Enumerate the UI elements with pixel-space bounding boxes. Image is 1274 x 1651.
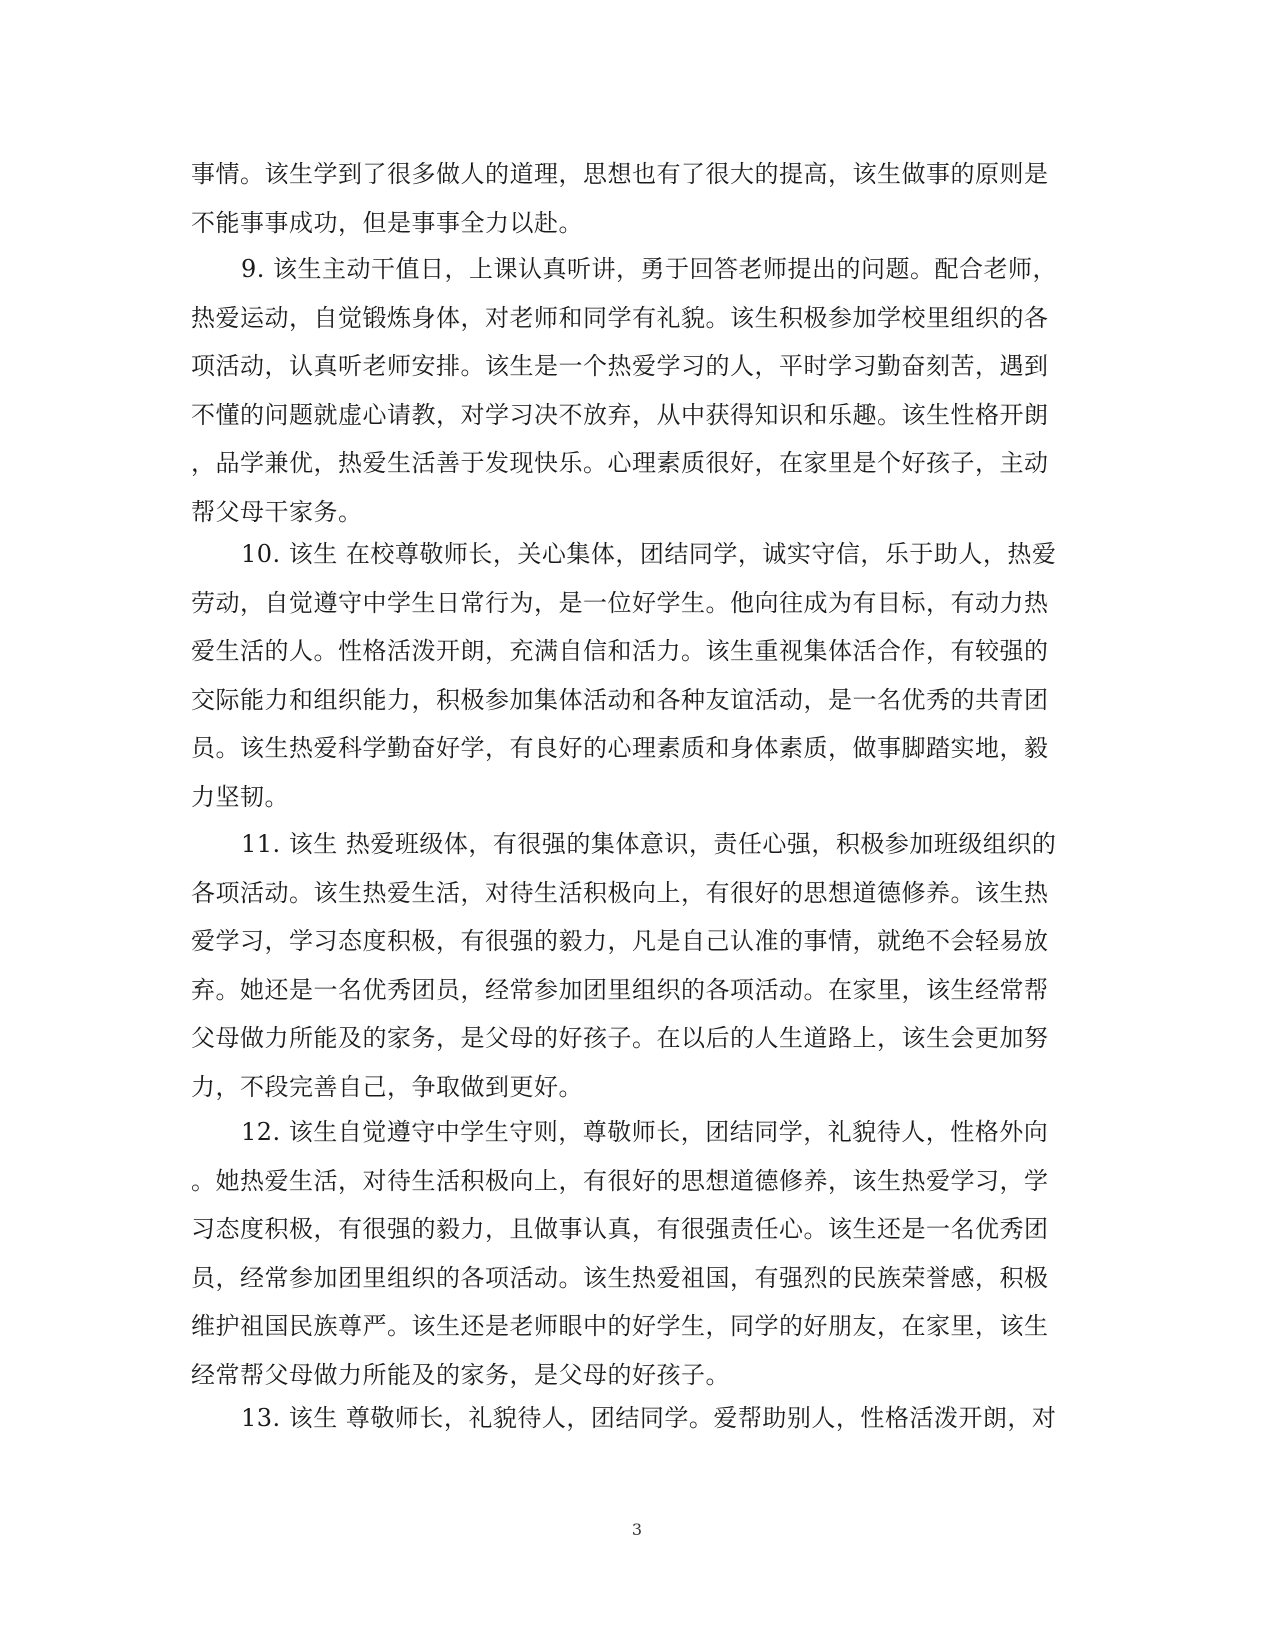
text-line: 父母做力所能及的家务，是父母的好孩子。在以后的人生道路上，该生会更加努	[191, 1024, 1049, 1053]
paragraph-9	[191, 245, 1083, 537]
paragraph-11	[191, 820, 1083, 1112]
text-line: 9. 该生主动干值日，上课认真听讲，勇于回答老师提出的问题。配合老师，	[241, 255, 1058, 283]
text-line: 不懂的问题就虚心请教，对学习决不放弃，从中获得知识和乐趣。该生性格开朗	[191, 400, 1049, 429]
text-line: 事情。该生学到了很多做人的道理，思想也有了很大的提高，该生做事的原则是	[191, 160, 1049, 188]
paragraph-13	[191, 1394, 1083, 1443]
page-number: 3	[631, 1520, 643, 1539]
text-line: 12. 该生自觉遵守中学生守则，尊敬师长，团结同学，礼貌待人，性格外向	[241, 1118, 1049, 1146]
text-line: 。她热爱生活，对待生活积极向上，有很好的思想道德修养，该生热爱学习，学	[191, 1166, 1049, 1195]
text-line: 力，不段完善自己，争取做到更好。	[191, 1072, 583, 1101]
paragraph-12	[191, 1108, 1083, 1400]
text-line: 10. 该生 在校尊敬师长，关心集体，团结同学，诚实守信，乐于助人，热爱	[241, 540, 1057, 568]
text-line: 爱生活的人。性格活泼开朗，充满自信和活力。该生重视集体活合作，有较强的	[191, 637, 1049, 666]
text-line: 项活动，认真听老师安排。该生是一个热爱学习的人，平时学习勤奋刻苦，遇到	[191, 352, 1049, 381]
text-line: 热爱运动，自觉锻炼身体，对老师和同学有礼貌。该生积极参加学校里组织的各	[191, 303, 1049, 332]
text-line: 帮父母干家务。	[191, 497, 363, 526]
text-line: 13. 该生 尊敬师长，礼貌待人，团结同学。爱帮助别人，性格活泼开朗，对	[241, 1404, 1057, 1432]
text-line: 员。该生热爱科学勤奋好学，有良好的心理素质和身体素质，做事脚踏实地，毅	[191, 734, 1049, 763]
paragraph-10	[191, 530, 1083, 822]
text-line: 11. 该生 热爱班级体，有很强的集体意识，责任心强，积极参加班级组织的	[241, 830, 1057, 858]
text-line: 经常帮父母做力所能及的家务，是父母的好孩子。	[191, 1360, 730, 1389]
text-line: 各项活动。该生热爱生活，对待生活积极向上，有很好的思想道德修养。该生热	[191, 878, 1049, 907]
text-line: 弃。她还是一名优秀团员，经常参加团里组织的各项活动。在家里，该生经常帮	[191, 975, 1049, 1004]
paragraph-8-continued	[191, 150, 1083, 247]
text-line: 不能事事成功，但是事事全力以赴。	[191, 208, 583, 237]
text-line: ，品学兼优，热爱生活善于发现快乐。心理素质很好，在家里是个好孩子，主动	[191, 449, 1049, 478]
text-line: 劳动，自觉遵守中学生日常行为，是一位好学生。他向往成为有目标，有动力热	[191, 588, 1049, 617]
text-line: 力坚韧。	[191, 782, 289, 811]
text-line: 员，经常参加团里组织的各项活动。该生热爱祖国，有强烈的民族荣誉感，积极	[191, 1263, 1049, 1292]
text-line: 爱学习，学习态度积极，有很强的毅力，凡是自己认准的事情，就绝不会轻易放	[191, 927, 1049, 956]
text-line: 交际能力和组织能力，积极参加集体活动和各种友谊活动，是一名优秀的共青团	[191, 685, 1049, 714]
text-line: 维护祖国民族尊严。该生还是老师眼中的好学生，同学的好朋友，在家里，该生	[191, 1312, 1049, 1341]
text-line: 习态度积极，有很强的毅力，且做事认真，有很强责任心。该生还是一名优秀团	[191, 1215, 1049, 1244]
